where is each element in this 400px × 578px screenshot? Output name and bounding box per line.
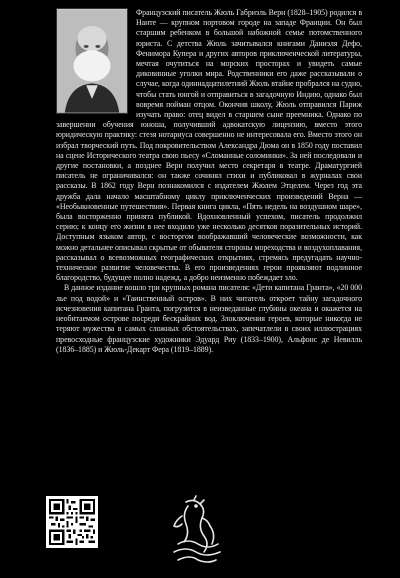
publisher-logo-icon	[164, 494, 228, 566]
qr-code-icon	[46, 496, 98, 548]
paragraph-edition: В данное издание вошло три крупных романа писателя: «Дети капитана Гранта», «20 000 лье под водой» и «Таинственный остров». В них читатель откроет тайну загадочного исчезновения капитана Гранта, погрузится в неизведанные глубины океана и окажется на необитаемом острове посреди бескрайних вод. Злоключения героев, которые никогда не теряют мужества в самых сложных обстоятельствах, запечатлели в своих иллюстрациях превосходные французские художники Эдуард Риу (1833–1900), Альфонс де Невилль (1836–1885) и Жюль-Декарт Фера (1819–1889).	[56, 283, 362, 354]
portrait-image	[57, 9, 127, 113]
author-portrait	[56, 8, 128, 114]
text-block	[56, 8, 362, 355]
paragraph-biography: Французский писатель Жюль Габриэль Верн (1828–1905) родился в Нанте — крупном портовом городе на западе Франции. Он был старшим ребенком в большой набожной семье потомственного юриста. С детства Жюль зачитывался книгами Даниэля Дефо, Фенимора Купера и других авторов приключенческой литературы, мечтая очутиться на морских просторах и увидеть самые диковинные уголки мира. Родственники его даже рассказывали о случае, когда одиннадцатилетний Жюль втайне пробрался на судно, чтобы стать юнгой и отправиться в загадочную Индию, однако был вовремя пойман отцом. Окончив школу, Жюль отправился Париж изучать право: отец видел в старшем сыне преемника. Однако по завершении обучения юноша, получивший адвокатскую лицензию, вместо этого юридическую практику: стезя нотариуса совершенно не интересовала его. Вместо этого он избрал творческий путь. Под покровительством Александра Дюма он в 1850 году поставил на сцене Исторического театра свою пьесу «Сломанные соломинки». За ней последовали и другие постановки, а позднее Верн получил место секретаря в театре. Драматургией писатель не ограничивался: он также сочинял стихи и публиковал в журналах свои рассказы. В 1862 году Верн познакомился с издателем Жюлем Этцелем. Через год эта дружба дала начало масштабному циклу приключенческих произведений Верна — «Необыкновенные путешествия». Первая книга цикла, «Пять недель на воздушном шаре», была восторженно принята публикой. Вдохновленный успехом, писатель продолжил серию; к концу его жизни в нее входило уже несколько десятков поразительных историй. Доступным языком автор, с восторгом воображавший человеческие возможности, как можно детальнее описывал скрытые от обывателя стороны мореходства и воздухоплавания, рассказывал о всевозможных географических открытиях, стремясь предугадать научно-техническое развитие человечества. В его произведениях герои проявляют подлинное благородство, будущее полно надежд, а добро неизменно побеждает зло.	[56, 8, 362, 283]
qr-code-graphic	[49, 499, 95, 545]
publisher-logo-graphic	[164, 494, 228, 566]
